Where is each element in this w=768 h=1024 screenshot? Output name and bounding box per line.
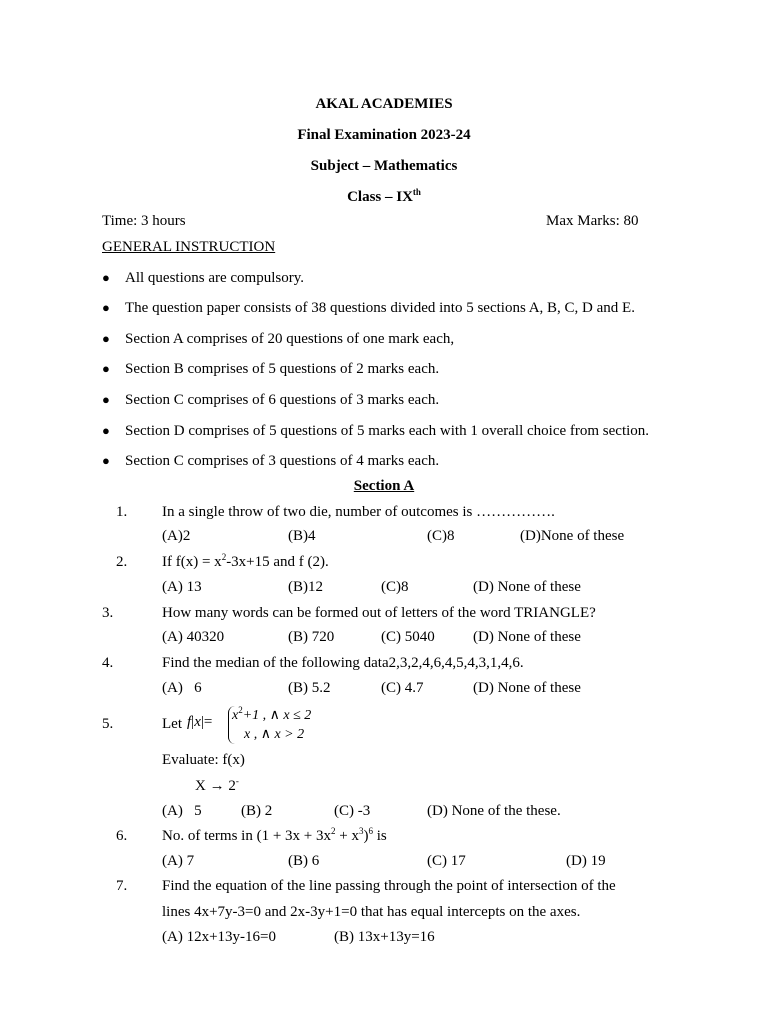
q6-option-c: (C) 17 (427, 853, 466, 869)
instructions-heading: GENERAL INSTRUCTION (102, 239, 276, 255)
instruction-item: The question paper consists of 38 questions divided into 5 sections A, B, C, D and E. (125, 300, 635, 316)
bullet-icon: ● (102, 270, 110, 285)
question-7-line-2: lines 4x+7y-3=0 and 2x-3y+1=0 that has equal intercepts on the axes. (162, 904, 581, 920)
q4-option-d: (D) None of these (473, 680, 581, 696)
q7-option-b: (B) 13x+13y=16 (334, 929, 435, 945)
question-number: 2. (116, 554, 128, 570)
instruction-item: Section B comprises of 5 questions of 2 marks each. (125, 361, 440, 377)
q2-option-c: (C)8 (381, 579, 409, 595)
bullet-icon: ● (102, 361, 110, 376)
question-4-text: Find the median of the following data2,3,2,4,6,4,5,4,3,1,4,6. (162, 655, 524, 671)
instruction-item: All questions are compulsory. (125, 270, 304, 286)
q5-case-1: $x^2+1$ , ∧ x ≤ 2 (232, 705, 312, 723)
instruction-item: Section D comprises of 5 questions of 5 marks each with 1 overall choice from section. (125, 423, 650, 439)
class-title (0, 188, 768, 206)
question-1-text: In a single throw of two die, number of outcomes is ……………. (162, 504, 555, 520)
bullet-icon: ● (102, 300, 110, 315)
q6-option-b: (B) 6 (288, 853, 320, 869)
q4-option-a: (A) 6 (162, 680, 202, 696)
q5-let: Let (162, 716, 182, 732)
q1-option-d: (D)None of these (520, 528, 625, 544)
q6-option-d: (D) 19 (566, 853, 606, 869)
instruction-item: Section C comprises of 3 questions of 4 marks each. (125, 453, 440, 469)
class-superscript: th (412, 187, 421, 197)
q3-option-d: (D) None of these (473, 629, 581, 645)
question-number: 4. (102, 655, 114, 671)
bullet-icon: ● (102, 453, 110, 468)
instruction-item: Section C comprises of 6 questions of 3 marks each. (125, 392, 440, 408)
bullet-icon: ● (102, 423, 110, 438)
question-2-text: If $f(x) = x^2-3x+15$ and f (2). (162, 552, 329, 570)
question-number: 3. (102, 605, 114, 621)
q5-option-c: (C) -3 (334, 803, 371, 819)
instruction-item: Section A comprises of 20 questions of one mark each, (125, 331, 455, 347)
question-number: 1. (116, 504, 128, 520)
bullet-icon: ● (102, 392, 110, 407)
q5-limit: X → 2- (195, 776, 239, 794)
q1-option-b: (B)4 (288, 528, 316, 544)
bullet-icon: ● (102, 331, 110, 346)
question-7-line-1: Find the equation of the line passing through the point of intersection of the (162, 878, 616, 894)
q1-option-a: (A)2 (162, 528, 191, 544)
question-3-text: How many words can be formed out of letters of the word TRIANGLE? (162, 605, 596, 621)
q4-option-b: (B) 5.2 (288, 680, 331, 696)
q5-option-d: (D) None of the these. (427, 803, 561, 819)
school-name: AKAL ACADEMIES (315, 96, 453, 112)
max-marks-label: Max Marks: 80 (546, 213, 639, 229)
q6-option-a: (A) 7 (162, 853, 195, 869)
question-6-text: No. of terms in $(1 + 3x + 3x^2 + x^3)^6$ is (162, 826, 387, 844)
question-number: 5. (102, 716, 114, 732)
class-label: Class – IX (347, 189, 413, 205)
q7-option-a: (A) 12x+13y-16=0 (162, 929, 276, 945)
q5-option-b: (B) 2 (241, 803, 273, 819)
section-a-title: Section A (353, 478, 415, 494)
q5-case-2: x , ∧ x > 2 (244, 727, 305, 742)
q2-option-d: (D) None of these (473, 579, 581, 595)
q2-option-b: (B)12 (288, 579, 323, 595)
q5-evaluate: Evaluate: f(x) (162, 752, 245, 768)
q3-option-b: (B) 720 (288, 629, 335, 645)
q3-option-a: (A) 40320 (162, 629, 225, 645)
subject-title: Subject – Mathematics (310, 158, 458, 174)
q3-option-c: (C) 5040 (381, 629, 435, 645)
exam-title: Final Examination 2023-24 (297, 127, 471, 143)
q4-option-c: (C) 4.7 (381, 680, 424, 696)
q1-option-c: (C)8 (427, 528, 455, 544)
q5-function-name: f|x|= (187, 714, 213, 730)
question-number: 7. (116, 878, 128, 894)
q5-option-a: (A) 5 (162, 803, 202, 819)
question-number: 6. (116, 828, 128, 844)
time-label: Time: 3 hours (102, 213, 186, 229)
q2-option-a: (A) 13 (162, 579, 202, 595)
